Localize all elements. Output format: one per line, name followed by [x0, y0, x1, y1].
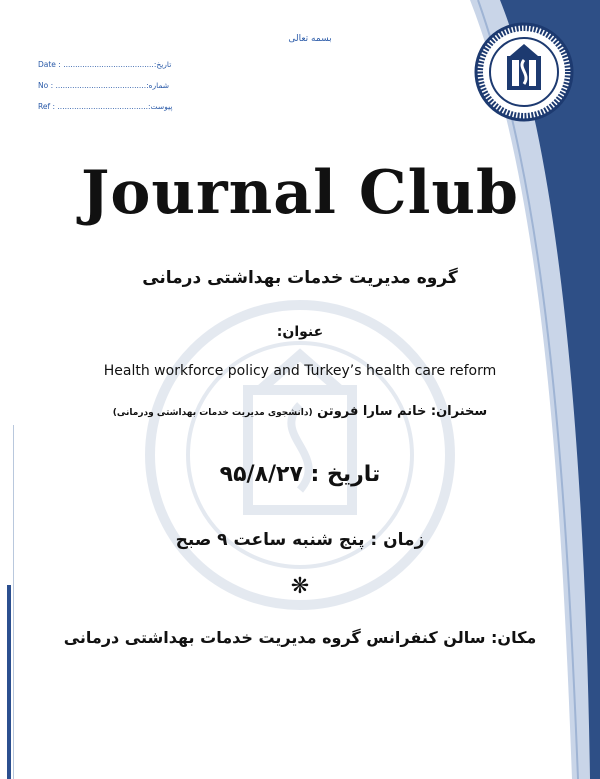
date-field-fa: تاریخ:	[153, 59, 172, 69]
subject-label: عنوان:	[276, 324, 324, 340]
attachment-field-fa: پیوست:	[148, 101, 173, 111]
watermark-seal-icon	[140, 295, 460, 615]
speaker-name: سخنران: خانم سارا فروتن	[317, 404, 488, 419]
speaker-line	[40, 404, 560, 419]
department-heading: گروه مدیریت خدمات بهداشتی درمانی	[142, 268, 458, 288]
subject-title: Health workforce policy and Turkey’s health care reform	[103, 363, 497, 379]
event-date: تاریخ : ۹۵/۸/۲۷	[219, 462, 381, 487]
event-time: زمان : پنج شنبه ساعت ۹ صبح	[175, 530, 425, 550]
date-field-en: Date : ......................................	[38, 59, 154, 69]
attachment-field-en: Ref : ......................................	[38, 101, 149, 111]
university-logo-icon	[474, 22, 574, 122]
left-edge-line	[7, 585, 11, 779]
star-ornament-icon: ❋	[290, 574, 310, 599]
page-title: Journal Club	[81, 158, 519, 228]
number-field-fa: شماره:	[146, 80, 170, 90]
number-field	[38, 78, 168, 92]
basmala-header: بسمه تعالی	[288, 34, 332, 44]
date-field	[38, 57, 172, 71]
attachment-field	[38, 99, 173, 113]
event-place: مکان: سالن کنفرانس گروه مدیریت خدمات بهداشتی درمانی	[63, 628, 537, 647]
number-field-en: No : ......................................	[38, 80, 147, 90]
left-edge-thin-line	[13, 425, 14, 779]
speaker-note: (دانشجوی مدیریت خدمات بهداشتی ودرمانی)	[112, 408, 313, 418]
